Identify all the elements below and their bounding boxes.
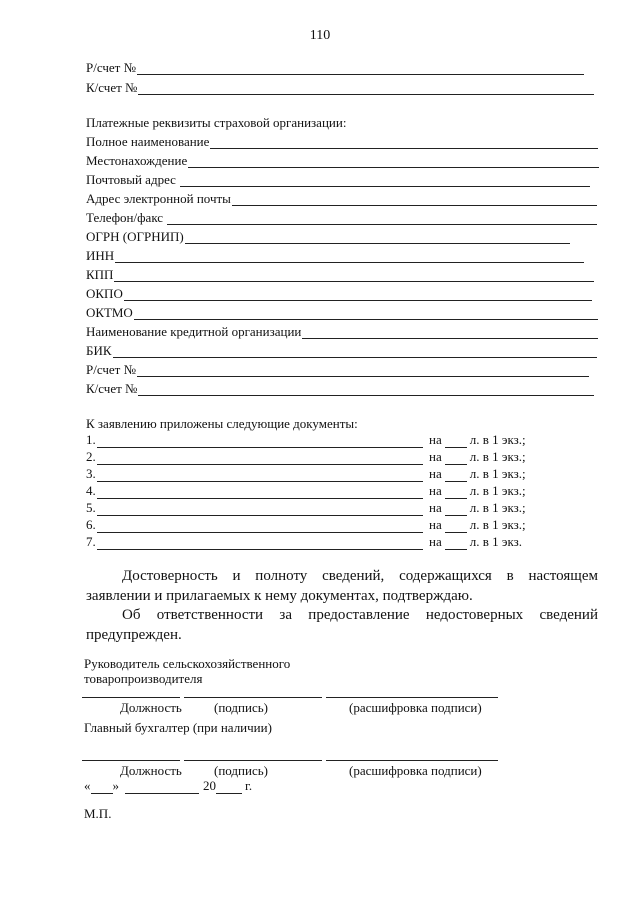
pages-count-line[interactable] [445,486,467,499]
insurer-field-row [86,286,592,301]
attachment-name-line[interactable] [97,469,423,482]
attachment-number: 2. [86,449,96,464]
top-ks-row [86,80,594,95]
pages-prefix: на [429,483,442,498]
insurer-field-row [86,381,594,396]
email-label: Адрес электронной почты [86,191,231,206]
pages-suffix: л. в 1 экз.; [469,500,526,515]
credit-org-label: Наименование кредитной организации [86,324,302,339]
accountant-signature-line[interactable] [184,760,322,761]
date-row [84,778,252,794]
phone-fax-label: Телефон/факс [86,210,164,225]
insurer-ks-label: К/счет № [86,381,138,396]
postal-address-input-line[interactable] [180,174,590,187]
head-title: Руководитель сельскохозяйственного товаропроизводителя [84,656,291,686]
responsibility-line-1: Об ответственности за предоставление недостоверных сведений [122,607,598,623]
attachment-row [86,483,546,499]
confirmation-line-2: заявлении и прилагаемых к нему документах, подтверждаю. [86,588,473,604]
accountant-position-caption: Должность [120,763,182,778]
head-position-line[interactable] [82,697,180,698]
email-input-line[interactable] [232,193,597,206]
attachment-name-line[interactable] [97,435,423,448]
attachment-name-line[interactable] [97,452,423,465]
top-rs-label: Р/счет № [86,60,136,75]
accountant-title: Главный бухгалтер (при наличии) [84,720,272,735]
pages-prefix: на [429,432,442,447]
accountant-position-line[interactable] [82,760,180,761]
okpo-input-line[interactable] [124,288,592,301]
insurer-field-row [86,191,597,206]
ogrn-input-line[interactable] [185,231,570,244]
attachment-number: 1. [86,432,96,447]
inn-input-line[interactable] [115,250,584,263]
insurer-field-row [86,267,594,282]
accountant-decode-caption: (расшифровка подписи) [349,763,482,778]
pages-suffix: л. в 1 экз.; [469,432,526,447]
postal-address-label: Почтовый адрес [86,172,176,187]
location-label: Местонахождение [86,153,188,168]
attachment-number: 7. [86,534,96,549]
insurer-rs-label: Р/счет № [86,362,136,377]
attachment-number: 3. [86,466,96,481]
pages-count-line[interactable] [445,469,467,482]
pages-suffix: л. в 1 экз.; [469,517,526,532]
insurer-field-row [86,362,589,377]
pages-suffix: л. в 1 экз.; [469,483,526,498]
insurer-field-row [86,229,570,244]
accountant-decode-line[interactable] [326,760,498,761]
top-ks-input-line[interactable] [138,82,594,95]
attachment-row [86,534,546,550]
oktmo-input-line[interactable] [134,307,598,320]
head-position-caption: Должность [120,700,182,715]
attachment-name-line[interactable] [97,486,423,499]
date-year-prefix: 20 [203,778,216,793]
pages-prefix: на [429,449,442,464]
insurer-heading: Платежные реквизиты страховой организации: [86,115,347,130]
attachment-row [86,449,546,465]
pages-count-line[interactable] [445,435,467,448]
insurer-field-row [86,153,599,168]
pages-count-line[interactable] [445,503,467,516]
attachment-name-line[interactable] [97,503,423,516]
insurer-rs-input-line[interactable] [137,364,589,377]
confirmation-line-1: Достоверность и полноту сведений, содержащихся в настоящем [122,568,598,584]
attachment-name-line[interactable] [97,537,423,550]
head-decode-line[interactable] [326,697,498,698]
location-input-line[interactable] [188,155,599,168]
top-rs-row [86,60,584,75]
responsibility-line-2: предупрежден. [86,627,182,643]
credit-org-input-line[interactable] [302,326,598,339]
attachment-number: 4. [86,483,96,498]
insurer-field-row [86,210,597,225]
kpp-label: КПП [86,267,114,282]
insurer-field-row [86,248,584,263]
pages-suffix: л. в 1 экз.; [469,466,526,481]
bik-label: БИК [86,343,112,358]
date-close-quote: » [112,778,119,793]
attachment-number: 5. [86,500,96,515]
date-day-line[interactable] [91,781,113,794]
inn-label: ИНН [86,248,115,263]
insurer-field-row [86,305,598,320]
pages-suffix: л. в 1 экз.; [469,449,526,464]
insurer-ks-input-line[interactable] [138,383,594,396]
bik-input-line[interactable] [113,345,597,358]
attachment-row [86,432,546,448]
pages-suffix: л. в 1 экз. [469,534,522,549]
attachment-row [86,466,546,482]
pages-prefix: на [429,534,442,549]
phone-fax-input-line[interactable] [167,212,597,225]
head-signature-line[interactable] [184,697,322,698]
full-name-input-line[interactable] [210,136,598,149]
pages-prefix: на [429,500,442,515]
head-decode-caption: (расшифровка подписи) [349,700,482,715]
date-year-suffix: г. [245,778,253,793]
insurer-field-row [86,134,598,149]
head-signature-caption: (подпись) [214,700,268,715]
top-rs-input-line[interactable] [137,62,584,75]
top-ks-label: К/счет № [86,80,138,95]
date-open-quote: « [84,778,91,793]
full-name-label: Полное наименование [86,134,210,149]
responsibility-paragraph [86,605,598,645]
date-month-line[interactable] [125,781,199,794]
page-number: 110 [309,28,331,43]
insurer-field-row [86,324,598,339]
pages-prefix: на [429,517,442,532]
pages-count-line[interactable] [445,452,467,465]
attachment-row [86,500,546,516]
attachment-row [86,517,546,533]
attachments-heading: К заявлению приложены следующие документы: [86,416,358,431]
oktmo-label: ОКТМО [86,305,133,320]
accountant-signature-caption: (подпись) [214,763,268,778]
date-year-line[interactable] [216,781,242,794]
pages-count-line[interactable] [445,537,467,550]
confirmation-paragraph [86,566,598,606]
attachment-name-line[interactable] [97,520,423,533]
pages-prefix: на [429,466,442,481]
pages-count-line[interactable] [445,520,467,533]
insurer-field-row [86,172,590,187]
attachment-number: 6. [86,517,96,532]
kpp-input-line[interactable] [114,269,594,282]
okpo-label: ОКПО [86,286,123,301]
stamp-place: М.П. [84,806,112,821]
insurer-field-row [86,343,597,358]
ogrn-label: ОГРН (ОГРНИП) [86,229,184,244]
